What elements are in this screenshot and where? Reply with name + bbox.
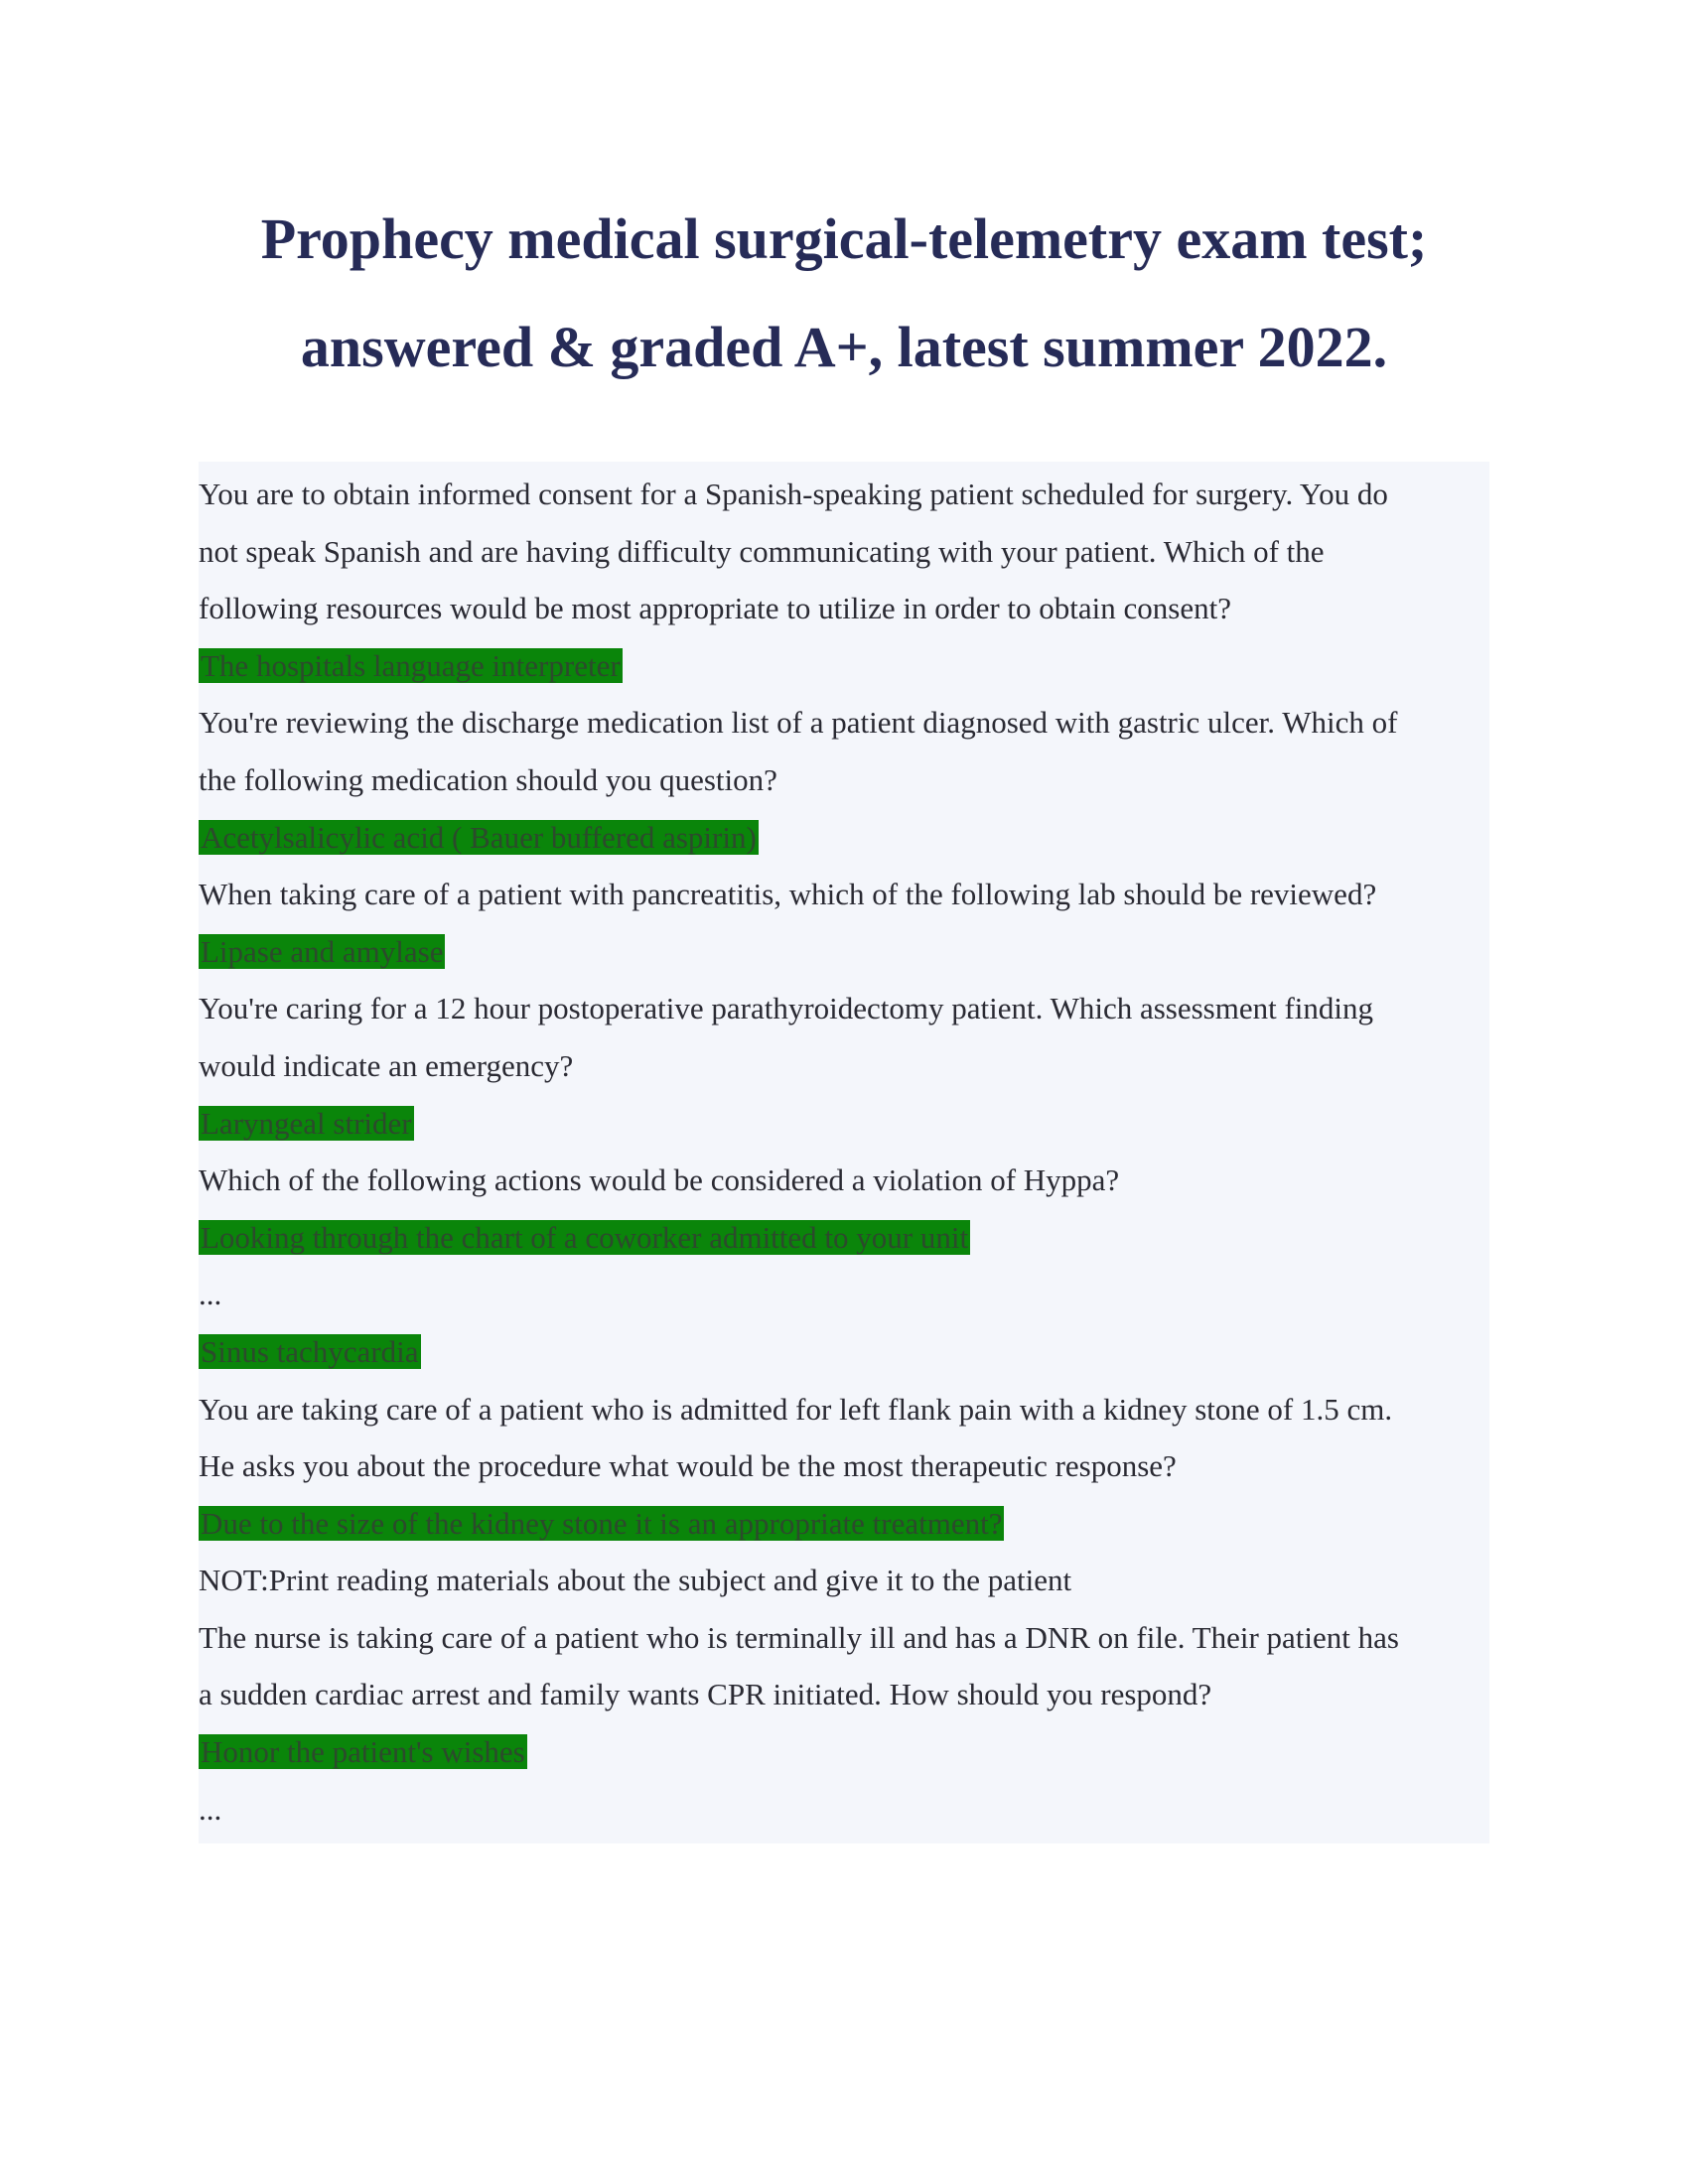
- answer-line: [199, 923, 1489, 981]
- answer-line: [199, 1209, 1489, 1267]
- qa-content-block: [199, 462, 1489, 1843]
- highlighted-answer: Due to the size of the kidney stone it is an appropriate treatment?: [201, 1505, 1003, 1541]
- highlighted-answer: Lipase and amylase: [201, 933, 444, 969]
- highlighted-answer: The hospitals language interpreter: [201, 647, 621, 683]
- question-line: When taking care of a patient with pancreatitis, which of the following lab should be reviewed?: [199, 877, 1377, 912]
- question-line: You're reviewing the discharge medication list of a patient diagnosed with gastric ulcer. Which of: [199, 705, 1398, 741]
- answer-line: [199, 1723, 1489, 1781]
- title-line-2: answered & graded A+, latest summer 2022.: [300, 315, 1388, 379]
- answer-line: [199, 809, 1489, 867]
- highlighted-answer: Sinus tachycardia: [201, 1333, 419, 1369]
- question-line: Which of the following actions would be considered a violation of Hyppa?: [199, 1162, 1120, 1198]
- question-line: You're caring for a 12 hour postoperative parathyroidectomy patient. Which assessment finding: [199, 991, 1374, 1026]
- document-title: [149, 185, 1539, 401]
- highlighted-answer: Laryngeal strider: [201, 1105, 412, 1141]
- question-line: would indicate an emergency?: [199, 1047, 574, 1083]
- question-line: ...: [199, 1791, 222, 1827]
- question-line: NOT:Print reading materials about the subject and give it to the patient: [199, 1563, 1072, 1598]
- question-line: ...: [199, 1277, 222, 1312]
- question-line: He asks you about the procedure what would be the most therapeutic response?: [199, 1448, 1177, 1484]
- highlighted-answer: Looking through the chart of a coworker admitted to your unit: [201, 1219, 969, 1255]
- question-line: not speak Spanish and are having difficulty communicating with your patient. Which of the: [199, 533, 1325, 569]
- question-line: following resources would be most appropriate to utilize in order to obtain consent?: [199, 591, 1231, 626]
- answer-line: [199, 637, 1489, 695]
- question-line: a sudden cardiac arrest and family wants CPR initiated. How should you respond?: [199, 1677, 1212, 1712]
- title-line-1: Prophecy medical surgical-telemetry exam test;: [260, 206, 1428, 271]
- answer-line: [199, 1323, 1489, 1381]
- question-line: The nurse is taking care of a patient who is terminally ill and has a DNR on file. Their patient has: [199, 1619, 1399, 1655]
- highlighted-answer: Honor the patient's wishes: [201, 1734, 525, 1770]
- question-line: the following medication should you question?: [199, 761, 777, 797]
- answer-line: [199, 1495, 1489, 1553]
- answer-line: [199, 1095, 1489, 1153]
- highlighted-answer: Acetylsalicylic acid ( Bauer buffered aspirin): [201, 819, 757, 855]
- question-line: You are taking care of a patient who is admitted for left flank pain with a kidney stone of 1.5 cm.: [199, 1391, 1393, 1427]
- question-line: You are to obtain informed consent for a Spanish-speaking patient scheduled for surgery. You do: [199, 477, 1388, 511]
